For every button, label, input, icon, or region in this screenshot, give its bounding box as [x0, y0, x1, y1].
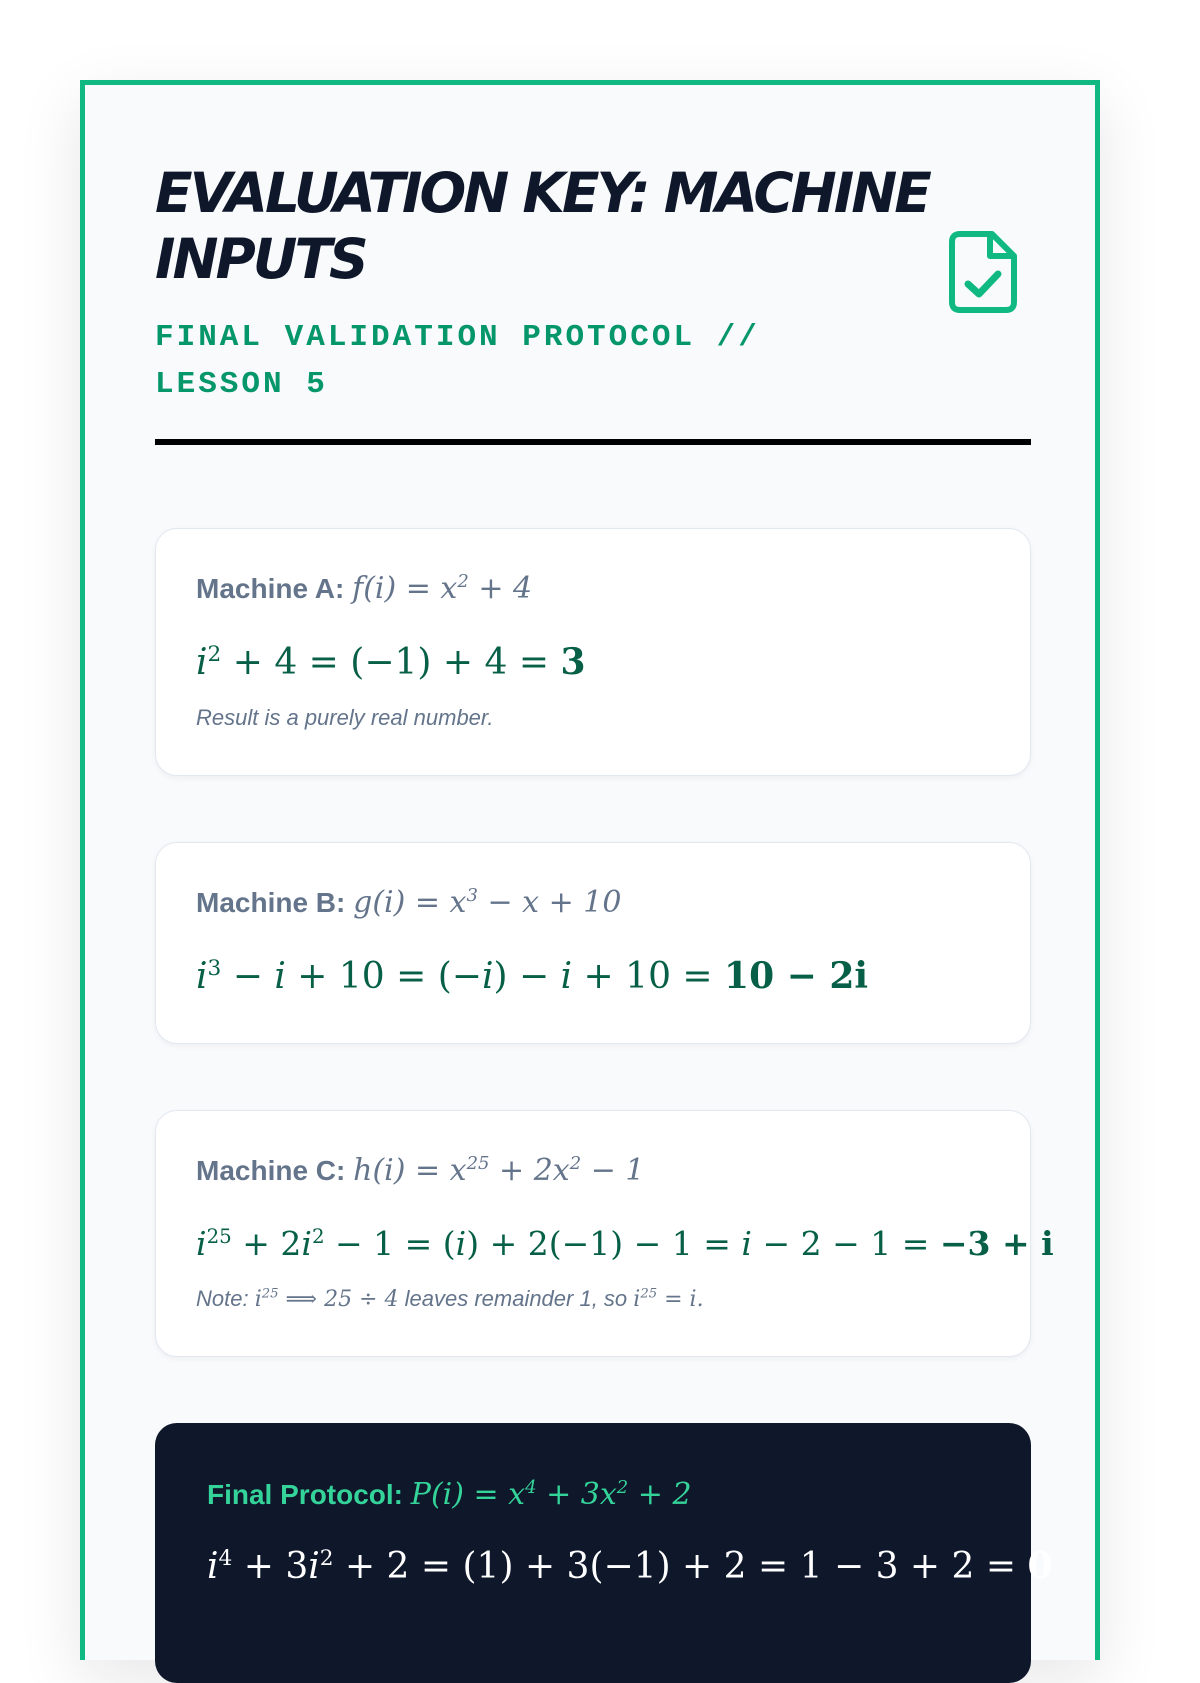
- machine-a-calculation: $i^2 + 4 = (-1) + 4 = 3$: [196, 641, 586, 683]
- machine-b-name: Machine B:: [196, 887, 346, 918]
- header-divider: [155, 439, 1031, 445]
- machine-a-result: 3: [560, 641, 586, 683]
- machine-c-name: Machine C:: [196, 1155, 346, 1186]
- final-protocol-calculation: $i^4 + 3i^2 + 2 = (1) + 3(-1) + 2 = 1 - 3 + 2 = 0$: [207, 1545, 1053, 1587]
- document-check-icon: [948, 230, 1018, 314]
- machine-b-function: $g(i) = x^3 - x + 10$: [353, 885, 622, 920]
- machine-c-note: Note: $i^{25}$ ⟹ 25 ÷ 4 leaves remainder 1, so $i^{25} = i$.: [196, 1286, 704, 1312]
- evaluation-key-panel: [80, 80, 1100, 1660]
- machine-b-heading: [196, 883, 621, 923]
- page-title: EVALUATION KEY: MACHINE INPUTS: [155, 161, 929, 291]
- machine-b-result: 10 − 2i: [724, 955, 869, 997]
- machine-c-function: $h(i) = x^{25} + 2x^2 - 1$: [353, 1153, 645, 1188]
- machine-c-heading: [196, 1151, 644, 1191]
- machine-c-calculation: $i^{25} + 2i^2 - 1 = (i) + 2(-1) - 1 = i - 2 - 1 = -3 + i$: [196, 1224, 1054, 1263]
- page-subtitle: FINAL VALIDATION PROTOCOL // LESSON 5: [155, 320, 760, 402]
- machine-a-heading: [196, 569, 532, 609]
- machine-b-card: [155, 842, 1031, 1044]
- machine-b-calculation: $i^3 - i + 10 = (-i) - i + 10 = 10 - 2i$: [196, 955, 869, 997]
- final-protocol-result: 0: [1027, 1545, 1053, 1587]
- header: [155, 160, 1035, 408]
- machine-a-note: Result is a purely real number.: [196, 705, 494, 730]
- final-protocol-name: Final Protocol:: [207, 1479, 403, 1510]
- final-protocol-function: $P(i) = x^4 + 3x^2 + 2$: [410, 1477, 692, 1512]
- machine-a-name: Machine A:: [196, 573, 345, 604]
- machine-a-card: [155, 528, 1031, 776]
- machine-c-note-middle: leaves remainder 1, so: [404, 1286, 628, 1311]
- machine-a-function: $f(i) = x^2 + 4$: [352, 571, 533, 606]
- machine-c-result: −3 + i: [939, 1224, 1054, 1263]
- final-protocol-heading: [207, 1475, 692, 1515]
- final-protocol-card: [155, 1423, 1053, 1683]
- machine-c-card: [155, 1110, 1054, 1357]
- machine-c-note-prefix: Note:: [196, 1286, 249, 1311]
